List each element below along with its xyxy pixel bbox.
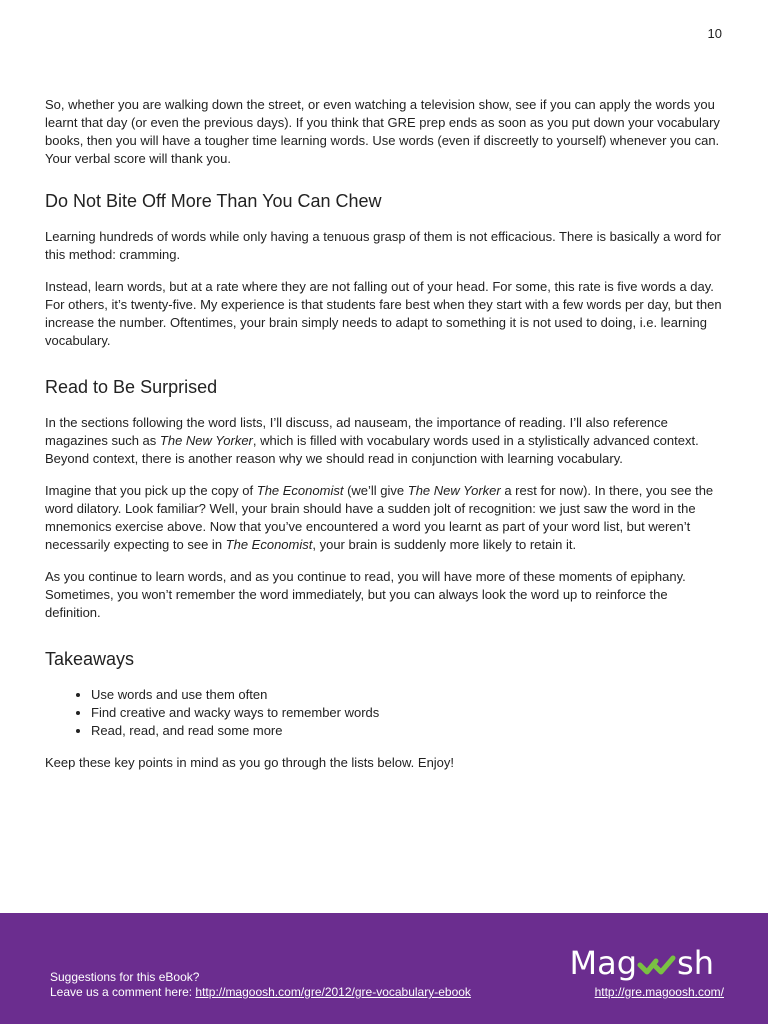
section1-paragraph-2: Instead, learn words, but at a rate where they are not falling out of your head. For some, this rate is five words a day. For others, it’s twenty-five. My experience is that students fare best when they start with a few words per day, but then increase the number. Oftentimes, your brain simply needs to adapt to something it is not used to doing, i.e. learning vocabulary. xyxy=(45,279,722,348)
publication-title: The Economist xyxy=(225,537,313,552)
list-item: • Read, read, and read some more xyxy=(91,722,725,740)
ebook-comment-link[interactable]: http://magoosh.com/gre/2012/gre-vocabulary-ebook xyxy=(195,985,471,999)
text-run: Imagine that you pick up the copy of xyxy=(45,483,257,498)
footer-banner xyxy=(0,913,768,1024)
ebook-content xyxy=(45,96,725,786)
text-run: In the sections following the word lists, I’ll discuss, ad nauseam, the importance of reading. I’ll also reference magazines such as xyxy=(45,415,668,448)
section2-paragraph-3: As you continue to learn words, and as you continue to read, you will have more of these moments of epiphany. Sometimes, you won’t remember the word immediately, but you can always look the word up to reinforce the definition. xyxy=(45,569,686,620)
list-item: • Find creative and wacky ways to remember words xyxy=(91,704,725,722)
section2-paragraph-1 xyxy=(45,414,725,468)
section-heading-dont-bite-off: Do Not Bite Off More Than You Can Chew xyxy=(45,191,382,211)
page-number: 10 xyxy=(707,26,722,41)
publication-title: The New Yorker xyxy=(407,483,501,498)
section-heading-takeaways: Takeaways xyxy=(45,649,135,669)
closing-paragraph: Keep these key points in mind as you go through the lists below. Enjoy! xyxy=(45,755,455,770)
magoosh-logo xyxy=(570,945,714,981)
list-item: • Use words and use them often xyxy=(91,686,725,704)
intro-paragraph: So, whether you are walking down the street, or even watching a television show, see if you can apply the words you learnt that day (or even the previous days). If you think that GRE prep ends as soon as you put down your vocabulary books, then you will have a tougher time learning words. Use words (even if discreetly to yourself) whenever you can. Your verbal score will thank you. xyxy=(45,97,720,166)
section2-paragraph-2 xyxy=(45,482,725,554)
suggestions-block xyxy=(50,970,471,1000)
section-heading-read-to-be-surprised: Read to Be Surprised xyxy=(45,377,218,397)
text-run: (we’ll give xyxy=(343,483,408,498)
site-link-container xyxy=(595,985,724,999)
text-run: a rest for now). In there, you see the word dilatory. Look familiar? Well, your brain should have a sudden jolt of recognition: we just saw the word in the mnemonics exercise above. Now that you’ve encountered a word you learnt as part of your word list, but weren’t necessarily expecting to see in xyxy=(45,483,714,552)
publication-title: The Economist xyxy=(256,483,344,498)
text-run: , which is filled with vocabulary words used in a stylistically advanced context. Beyond context, there is another reason why we should read in conjunction with learning vocabulary. xyxy=(45,433,699,466)
gre-site-link[interactable]: http://gre.magoosh.com/ xyxy=(594,985,724,999)
publication-title: The New Yorker xyxy=(159,433,253,448)
logo-text-left: Mag xyxy=(569,944,638,982)
logo-text-right: sh xyxy=(677,944,714,982)
text-run: , your brain is suddenly more likely to retain it. xyxy=(312,537,577,552)
comment-prefix: Leave us a comment here: xyxy=(50,985,196,999)
suggestions-line: Suggestions for this eBook? xyxy=(50,970,200,984)
comment-line xyxy=(50,985,471,1000)
section1-paragraph-1: Learning hundreds of words while only having a tenuous grasp of them is not efficacious. There is basically a word for this method: cramming. xyxy=(45,229,721,262)
double-check-icon xyxy=(637,953,677,977)
takeaways-list xyxy=(45,686,725,740)
